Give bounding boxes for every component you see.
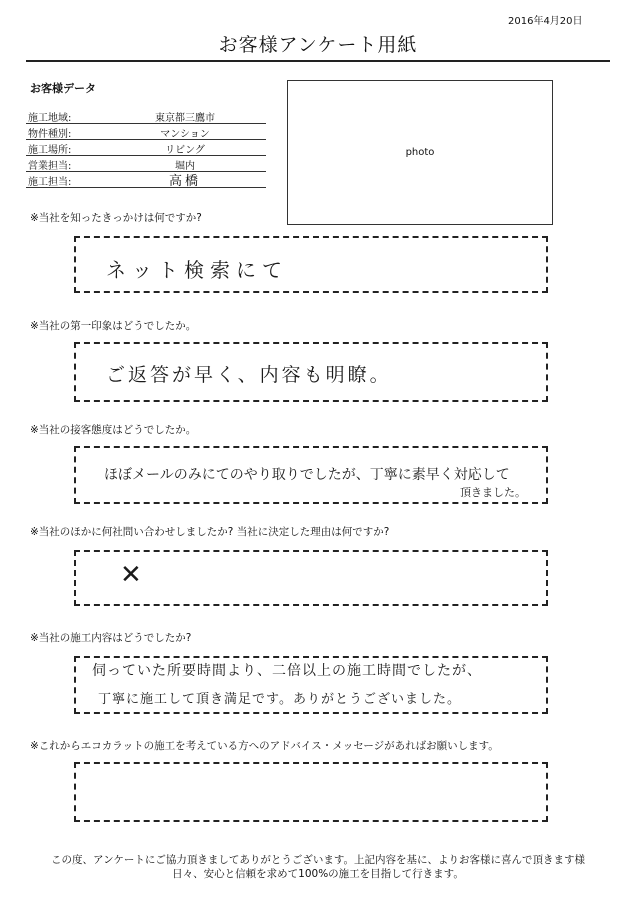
title-divider <box>26 60 610 62</box>
info-value: リビング <box>165 145 205 156</box>
footer-line-2: 日々、安心と信頼を求めて100%の施工を目指して行きます。 <box>172 868 464 880</box>
survey-date: 2016年4月20日 <box>508 16 583 27</box>
answer-3-line-1: ほぼメールのみにてのやり取りでしたが、丁寧に素早く対応して <box>104 467 510 483</box>
answer-4-cross-mark: ✕ <box>120 560 142 590</box>
info-label: 営業担当: <box>28 161 72 172</box>
info-label: 施工場所: <box>28 145 72 156</box>
info-value: 堀内 <box>175 161 195 172</box>
info-row-installer <box>26 172 266 188</box>
customer-data-heading: お客様データ <box>30 82 96 95</box>
question-2: ※当社の第一印象はどうでしたか。 <box>30 320 197 332</box>
info-label: 施工担当: <box>28 177 72 188</box>
page-title: お客様アンケート用紙 <box>218 34 418 56</box>
answer-box-3 <box>74 446 548 504</box>
info-label: 施工地域: <box>28 113 72 124</box>
info-value: マンション <box>160 129 210 140</box>
answer-5-line-2: 丁寧に施工して頂き満足です。ありがとうございました。 <box>98 692 461 707</box>
question-4: ※当社のほかに何社問い合わせしましたか? 当社に決定した理由は何ですか? <box>30 526 390 538</box>
question-1: ※当社を知ったきっかけは何ですか? <box>30 212 202 224</box>
info-value-handwritten: 高橋 <box>168 174 201 189</box>
info-row-property-type <box>26 124 266 140</box>
question-5: ※当社の施工内容はどうでしたか? <box>30 632 192 644</box>
answer-3-line-2: 頂きました。 <box>460 486 526 499</box>
answer-box-6 <box>74 762 548 822</box>
answer-box-5 <box>74 656 548 714</box>
answer-box-2 <box>74 342 548 402</box>
photo-placeholder <box>287 80 553 225</box>
footer-line-1: この度、アンケートにご協力頂きましてありがとうございます。上記内容を基に、よりお客様に喜んで頂きます様 <box>50 854 586 866</box>
photo-label: photo <box>405 147 435 158</box>
answer-box-4 <box>74 550 548 606</box>
answer-1-line-1: ネット検索にて <box>106 258 288 282</box>
customer-data-table <box>26 108 266 188</box>
question-3: ※当社の接客態度はどうでしたか。 <box>30 424 197 436</box>
answer-5-line-1: 伺っていた所要時間より、二倍以上の施工時間でしたが、 <box>92 663 482 679</box>
info-value: 東京都三鷹市 <box>155 113 215 124</box>
info-label: 物件種別: <box>28 129 72 140</box>
info-row-area <box>26 108 266 124</box>
question-6: ※これからエコカラットの施工を考えている方へのアドバイス・メッセージがあればお願いします。 <box>30 740 499 752</box>
answer-2-line-1: ご返答が早く、内容も明瞭。 <box>106 364 392 386</box>
info-row-location <box>26 140 266 156</box>
answer-box-1 <box>74 236 548 293</box>
